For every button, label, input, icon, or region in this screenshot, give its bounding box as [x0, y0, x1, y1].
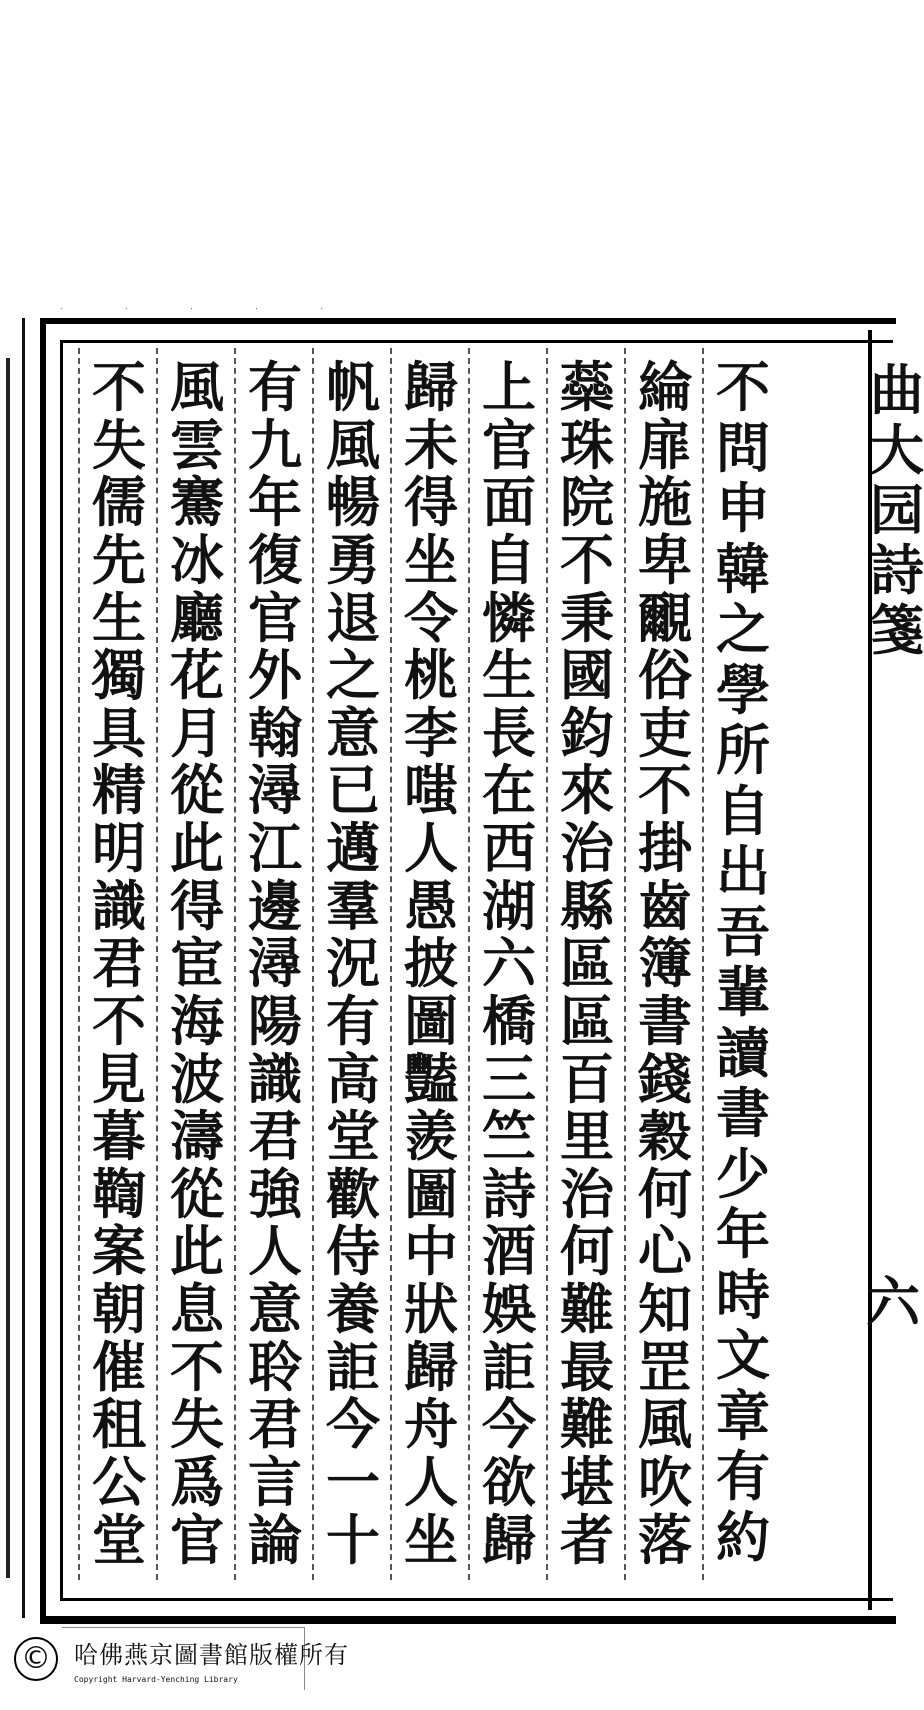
text-column-3 [552, 355, 622, 1572]
column-char: 掛 [638, 816, 692, 880]
column-char: 珠 [560, 412, 614, 477]
column-char: 簿 [638, 931, 692, 996]
column-char: 區 [560, 988, 614, 1053]
column-char: 讀 [716, 1020, 770, 1085]
text-column-2 [630, 355, 700, 1572]
column-char: 爲 [170, 1449, 224, 1514]
column-char: 不 [170, 1334, 224, 1399]
column-char: 一 [326, 1449, 380, 1514]
column-char: 識 [248, 1046, 302, 1111]
column-char: 西 [482, 816, 536, 880]
column-char: 治 [560, 1161, 614, 1226]
column-char: 所 [716, 718, 770, 783]
column-rule [390, 348, 392, 1580]
column-char: 詩 [482, 1161, 536, 1226]
column-char: 此 [170, 1219, 224, 1284]
column-char: 吾 [716, 899, 770, 964]
stamp-english: Copyright Harvard-Yenching Library [74, 1675, 238, 1684]
column-char: 濤 [170, 1104, 224, 1169]
column-char: 有 [326, 988, 380, 1053]
column-char: 年 [248, 470, 302, 535]
column-char: 復 [248, 527, 302, 592]
header-char: 箋 [870, 598, 924, 662]
column-char: 吏 [638, 700, 692, 765]
column-char: 少 [716, 1141, 770, 1206]
column-char: 退 [326, 585, 380, 650]
column-char: 嗤 [404, 758, 458, 823]
column-char: 風 [638, 1392, 692, 1457]
column-char: 堪 [560, 1449, 614, 1514]
column-char: 韓 [716, 536, 770, 601]
column-char: 暢 [326, 470, 380, 535]
column-rule [156, 348, 158, 1580]
column-char: 論 [248, 1507, 302, 1572]
header-fragment [870, 358, 924, 690]
column-char: 桃 [404, 643, 458, 708]
text-column-5 [396, 355, 466, 1572]
column-char: 從 [170, 1161, 224, 1226]
column-char: 娛 [482, 1277, 536, 1341]
column-char: 百 [560, 1046, 614, 1111]
folio-fragment [866, 1260, 920, 1334]
column-char: 生 [482, 643, 536, 708]
column-char: 九 [248, 412, 302, 477]
column-char: 在 [482, 758, 536, 823]
column-char: 文 [716, 1323, 770, 1388]
text-column-6 [318, 355, 388, 1572]
column-char: 知 [638, 1277, 692, 1341]
column-char: 波 [170, 1046, 224, 1111]
column-char: 面 [482, 470, 536, 535]
text-column-7 [240, 355, 310, 1572]
column-char: 君 [248, 1392, 302, 1457]
text-column-4 [474, 355, 544, 1572]
column-char: 詎 [482, 1334, 536, 1399]
column-char: 邊 [248, 873, 302, 938]
column-char: 書 [638, 988, 692, 1053]
column-rule [78, 348, 80, 1580]
column-char: 官 [170, 1507, 224, 1572]
column-char: 聆 [248, 1334, 302, 1399]
column-char: 官 [248, 585, 302, 650]
column-rule [468, 348, 470, 1580]
column-char: 卑 [638, 527, 692, 592]
column-char: 羣 [326, 873, 380, 938]
column-char: 先 [92, 527, 146, 592]
column-char: 湖 [482, 873, 536, 938]
column-char: 長 [482, 700, 536, 765]
column-char: 狀 [404, 1277, 458, 1341]
column-char: 人 [404, 816, 458, 880]
column-char: 區 [560, 931, 614, 996]
header-char: 曲 [870, 358, 924, 422]
column-char: 養 [326, 1277, 380, 1341]
column-char: 言 [248, 1449, 302, 1514]
column-char: 不 [560, 527, 614, 592]
column-char: 失 [170, 1392, 224, 1457]
column-char: 此 [170, 816, 224, 880]
column-char: 問 [716, 415, 770, 480]
column-char: 約 [716, 1504, 770, 1569]
column-char: 羨 [404, 1104, 458, 1169]
header-char: 园 [870, 478, 924, 542]
column-char: 從 [170, 758, 224, 823]
column-char: 落 [638, 1507, 692, 1572]
column-char: 帆 [326, 355, 380, 419]
column-char: 今 [326, 1392, 380, 1457]
column-char: 縣 [560, 873, 614, 938]
column-rule [702, 348, 704, 1580]
column-char: 江 [248, 816, 302, 880]
column-char: 不 [92, 355, 146, 419]
column-char: 詎 [326, 1334, 380, 1399]
column-char: 吹 [638, 1449, 692, 1514]
top-ink-specks: . . . . . [60, 302, 353, 311]
column-char: 陽 [248, 988, 302, 1053]
column-char: 十 [326, 1507, 380, 1572]
page-left-edge [0, 318, 25, 1618]
column-char: 識 [92, 873, 146, 938]
column-char: 風 [170, 355, 224, 419]
column-char: 心 [638, 1219, 692, 1284]
column-char: 公 [92, 1449, 146, 1514]
column-char: 坐 [404, 1507, 458, 1572]
column-char: 潯 [248, 758, 302, 823]
header-char: 詩 [870, 538, 924, 602]
column-char: 儒 [92, 470, 146, 535]
column-char: 豔 [404, 1046, 458, 1111]
column-char: 歡 [326, 1161, 380, 1226]
column-char: 欲 [482, 1449, 536, 1514]
column-char: 里 [560, 1104, 614, 1169]
column-char: 三 [482, 1046, 536, 1111]
column-char: 秉 [560, 585, 614, 650]
column-char: 人 [248, 1219, 302, 1284]
column-char: 案 [92, 1219, 146, 1284]
column-char: 罡 [638, 1334, 692, 1399]
column-char: 蘂 [560, 355, 614, 419]
column-char: 上 [482, 355, 536, 419]
column-char: 鈞 [560, 700, 614, 765]
column-char: 外 [248, 643, 302, 708]
column-char: 中 [404, 1219, 458, 1284]
text-column-9 [84, 355, 154, 1572]
column-char: 風 [326, 412, 380, 477]
column-char: 鞫 [92, 1161, 146, 1226]
column-char: 況 [326, 931, 380, 996]
column-char: 輩 [716, 960, 770, 1025]
column-char: 堂 [326, 1104, 380, 1169]
column-char: 得 [170, 873, 224, 938]
column-char: 冰 [170, 527, 224, 592]
column-char: 時 [716, 1262, 770, 1327]
column-rule [624, 348, 626, 1580]
column-char: 舟 [404, 1392, 458, 1457]
column-char: 竺 [482, 1104, 536, 1169]
column-char: 酒 [482, 1219, 536, 1284]
column-char: 強 [248, 1161, 302, 1226]
column-char: 覼 [638, 585, 692, 650]
column-char: 息 [170, 1277, 224, 1341]
column-char: 生 [92, 585, 146, 650]
column-char: 不 [92, 988, 146, 1053]
column-char: 最 [560, 1334, 614, 1399]
text-column-8 [162, 355, 232, 1572]
column-char: 坐 [404, 527, 458, 592]
column-char: 高 [326, 1046, 380, 1111]
column-rule [234, 348, 236, 1580]
column-char: 意 [326, 700, 380, 765]
column-char: 俗 [638, 643, 692, 708]
column-char: 具 [92, 700, 146, 765]
column-char: 書 [716, 1081, 770, 1146]
column-char: 自 [482, 527, 536, 592]
column-char: 圖 [404, 988, 458, 1053]
column-char: 精 [92, 758, 146, 823]
column-char: 愚 [404, 873, 458, 938]
column-char: 月 [170, 700, 224, 765]
column-char: 何 [638, 1161, 692, 1226]
column-char: 人 [404, 1449, 458, 1514]
column-char: 圖 [404, 1161, 458, 1226]
column-char: 何 [560, 1219, 614, 1284]
column-char: 宦 [170, 931, 224, 996]
column-char: 披 [404, 931, 458, 996]
column-char: 雲 [170, 412, 224, 477]
column-char: 勇 [326, 527, 380, 592]
column-char: 齒 [638, 873, 692, 938]
column-char: 有 [716, 1444, 770, 1509]
column-char: 綸 [638, 355, 692, 419]
copyright-icon: © [14, 1637, 58, 1681]
column-char: 錢 [638, 1046, 692, 1111]
column-char: 租 [92, 1392, 146, 1457]
column-char: 之 [326, 643, 380, 708]
column-char: 官 [482, 412, 536, 477]
column-char: 催 [92, 1334, 146, 1399]
column-char: 來 [560, 758, 614, 823]
column-char: 歸 [482, 1507, 536, 1572]
header-char: 大 [870, 418, 924, 482]
column-char: 年 [716, 1202, 770, 1267]
column-char: 難 [560, 1277, 614, 1341]
column-char: 君 [92, 931, 146, 996]
column-char: 海 [170, 988, 224, 1053]
column-char: 廳 [170, 585, 224, 650]
column-char: 意 [248, 1277, 302, 1341]
column-char: 自 [716, 778, 770, 843]
column-char: 侍 [326, 1219, 380, 1284]
column-char: 騫 [170, 470, 224, 535]
column-rule [546, 348, 548, 1580]
copyright-stamp [4, 1627, 349, 1705]
column-char: 朝 [92, 1277, 146, 1341]
column-char: 不 [638, 758, 692, 823]
column-char: 得 [404, 470, 458, 535]
column-char: 院 [560, 470, 614, 535]
column-char: 穀 [638, 1104, 692, 1169]
column-char: 堂 [92, 1507, 146, 1572]
column-char: 橋 [482, 988, 536, 1053]
column-char: 花 [170, 643, 224, 708]
column-char: 李 [404, 700, 458, 765]
column-char: 見 [92, 1046, 146, 1111]
column-char: 翰 [248, 700, 302, 765]
column-char: 獨 [92, 643, 146, 708]
column-char: 今 [482, 1392, 536, 1457]
text-column-1 [708, 355, 778, 1570]
folio-char: 六 [866, 1270, 920, 1334]
column-char: 憐 [482, 585, 536, 650]
column-char: 者 [560, 1507, 614, 1572]
column-char: 申 [716, 476, 770, 541]
column-char: 章 [716, 1383, 770, 1448]
column-char: 君 [248, 1104, 302, 1169]
column-char: 未 [404, 412, 458, 477]
column-char: 學 [716, 657, 770, 722]
column-char: 失 [92, 412, 146, 477]
column-char: 明 [92, 816, 146, 880]
column-rule [312, 348, 314, 1580]
column-char: 出 [716, 839, 770, 904]
column-char: 潯 [248, 931, 302, 996]
stamp-chinese: 哈佛燕京圖書館版權所有 [74, 1641, 349, 1669]
column-char: 已 [326, 758, 380, 823]
column-char: 不 [716, 355, 770, 419]
column-char: 歸 [404, 355, 458, 419]
column-char: 國 [560, 643, 614, 708]
column-char: 治 [560, 816, 614, 880]
column-char: 邁 [326, 816, 380, 880]
column-char: 扉 [638, 412, 692, 477]
column-char: 六 [482, 931, 536, 996]
column-char: 歸 [404, 1334, 458, 1399]
column-char: 之 [716, 597, 770, 662]
column-char: 難 [560, 1392, 614, 1457]
column-char: 暮 [92, 1104, 146, 1169]
column-char: 令 [404, 585, 458, 650]
column-char: 施 [638, 470, 692, 535]
column-char: 有 [248, 355, 302, 419]
